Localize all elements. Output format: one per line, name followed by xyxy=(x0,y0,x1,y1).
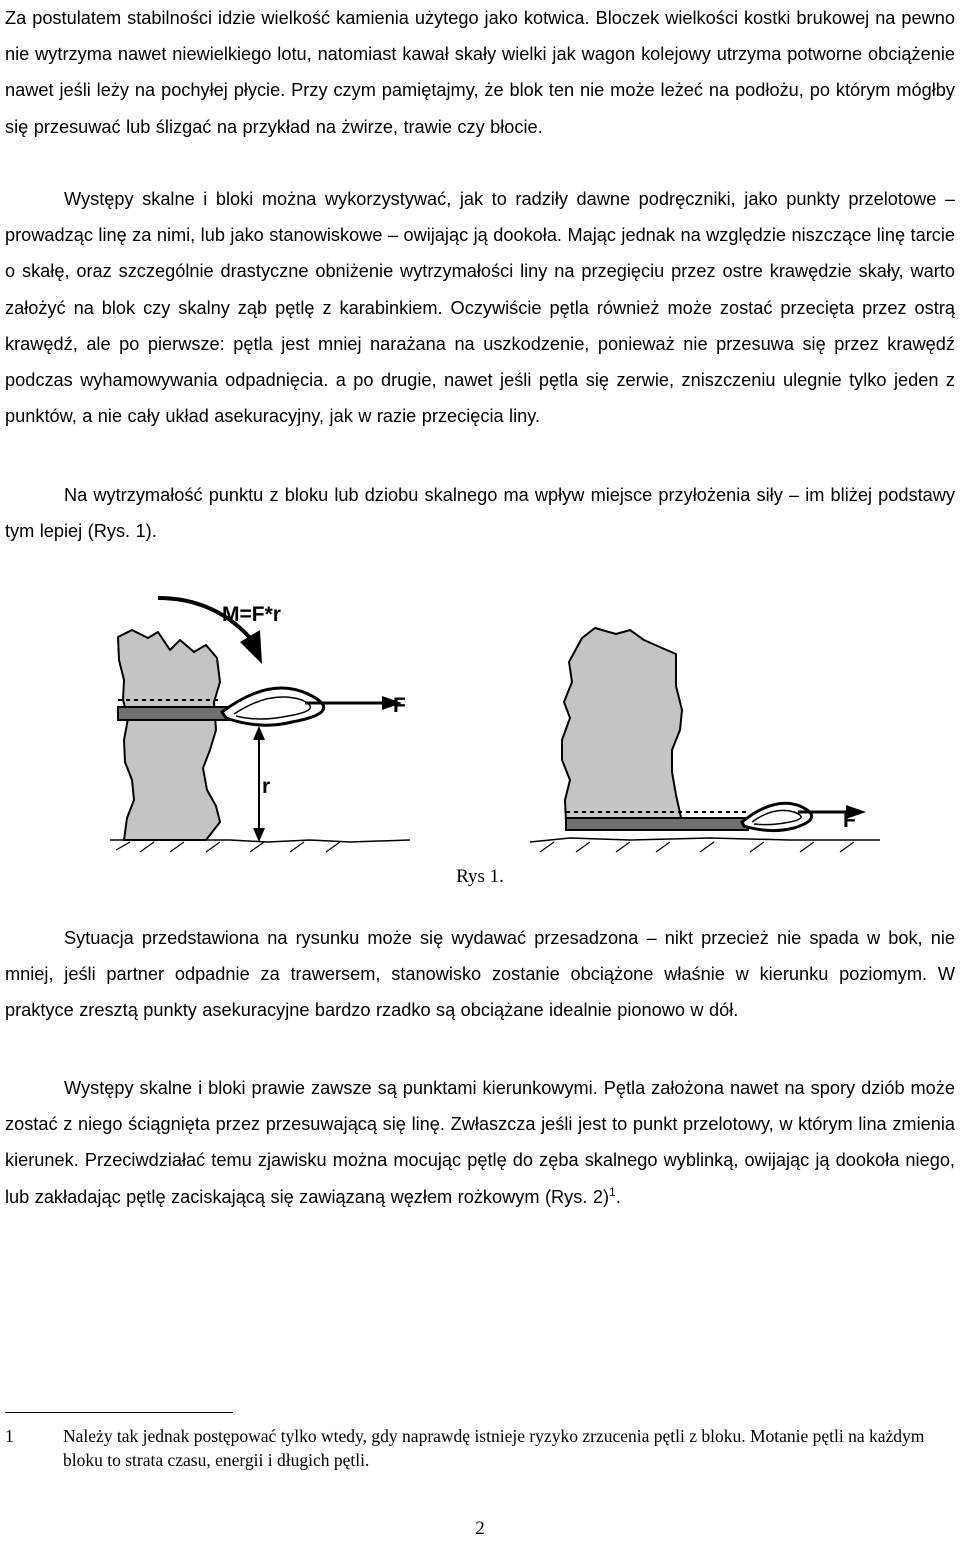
footnote-divider xyxy=(5,1412,233,1413)
paragraph-stability: Za postulatem stabilności idzie wielkość kamienia użytego jako kotwica. Bloczek wielkości kostki brukowej na pewno nie wytrzyma nawet niewielkiego lotu, natomiast kawał skały wielki jak wagon kolejowy utrzyma potworne obciążenie nawet jeśli leży na pochyłej płycie. Przy czym pamiętajmy, że blok ten nie może leżeć na podłożu, po którym mógłby się przesuwać lub ślizgać na przykład na żwirze, trawie czy błocie. xyxy=(5,8,955,137)
paragraph-directional-text: Występy skalne i bloki prawie zawsze są punktami kierunkowymi. Pętla założona nawet na spory dziób może zostać z niego ściągnięta przez przesuwającą się linę. Zwłaszcza jeśli jest to punkt przelotowy, w którym lina zmienia kierunek. Przeciwdziałać temu zjawisku można mocując pętlę do zęba skalnego wyblinką, owijając ją dookoła niego, lub zakładając pętlę zaciskającą się zawiązaną węzłem rożkowym (Rys. 2) xyxy=(5,1078,955,1207)
carabiner-left xyxy=(222,688,324,725)
moment-formula: M=F*r xyxy=(222,603,281,626)
force-label-right: F xyxy=(843,809,856,832)
moment-arrowhead xyxy=(240,630,262,664)
ground-hatching-left xyxy=(116,842,340,852)
carabiner-right xyxy=(742,803,812,830)
paragraph-rock-features: Występy skalne i bloki można wykorzystywać, jak to radziły dawne podręczniki, jako punkty przelotowe – prowadząc linę za nimi, lub jako stanowiskowe – owijając ją dookoła. Mając jednak na względzie niszczące linę tarcie o skałę, oraz szczególnie drastyczne obniżenie wytrzymałości liny na przegięciu przez ostre krawędzie skały, warto założyć na blok czy skalny ząb pętlę z karabinkiem. Oczywiście pętla również może zostać przecięta przez ostrą krawędź, ale po pierwsze: pętla jest mniej narażana na uszkodzenie, ponieważ nie przesuwa się przez krawędź podczas wyhamowywania odpadnięcia. a po drugie, nawet jeśli pętla się zerwie, zniszczeniu ulegnie tylko jeden z punktów, a nie cały układ asekuracyjny, jak w razie przecięcia liny. xyxy=(5,189,956,427)
paragraph-situation: Sytuacja przedstawiona na rysunku może się wydawać przesadzona – nikt przecież nie spada w bok, nie mniej, jeśli partner odpadnie za trawersem, stanowisko zostanie obciążone właśnie w kierunku poziomym. W praktyce zresztą punkty asekuracyjne bardzo rzadko są obciążane idealnie pionowo w dół. xyxy=(5,928,955,1021)
sling-right xyxy=(566,818,748,830)
paragraph-end-period: . xyxy=(615,1186,621,1207)
footnote-number: 1 xyxy=(5,1426,14,1446)
page-number: 2 xyxy=(475,1518,485,1539)
paragraph-force-point: Na wytrzymałość punktu z bloku lub dziobu skalnego ma wpływ miejsce przyłożenia siły – im bliżej podstawy tym lepiej (Rys. 1). xyxy=(5,485,955,542)
footnote-text: Należy tak jednak postępować tylko wtedy, gdy naprawdę istnieje ryzyko zrzucenia pętli z bloku. Motanie pętli na każdym bloku to strata czasu, energii i długich pętli. xyxy=(63,1426,925,1470)
sling-left xyxy=(118,707,232,720)
lever-arrowhead-top xyxy=(253,726,265,740)
footnote xyxy=(5,1424,945,1472)
ground-hatching-right xyxy=(540,842,854,852)
ground-right xyxy=(530,838,880,842)
footnote-reference: 1 xyxy=(609,1184,616,1199)
right-rock xyxy=(530,628,880,852)
paragraph-directional xyxy=(5,1070,955,1215)
force-label-left: F xyxy=(393,694,406,717)
lever-label: r xyxy=(262,775,271,798)
lever-arrowhead-bottom xyxy=(253,828,265,842)
figure-caption: Rys 1. xyxy=(456,866,504,887)
figure-rock-anchor-diagram xyxy=(110,590,880,860)
left-rock xyxy=(110,598,410,852)
